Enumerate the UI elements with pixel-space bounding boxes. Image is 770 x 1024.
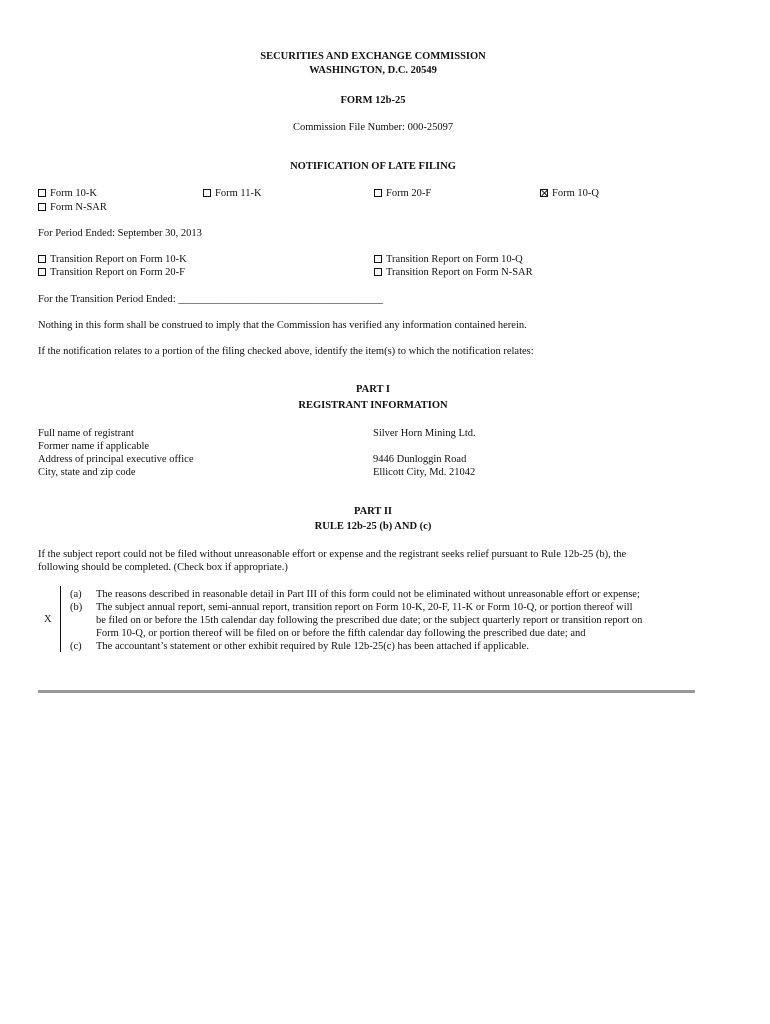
checkbox-icon[interactable] [38,189,46,197]
option-transition-20f[interactable] [38,266,185,279]
checkbox-icon[interactable] [374,189,382,197]
part2-intro-line2: following should be completed. (Check box if appropriate.) [38,562,288,573]
option-form-10k[interactable] [38,187,97,200]
item-b-line2: be filed on or before the 15th calendar day following the prescribed due date; or the subject quarterly report or transition report on [96,615,643,626]
value-address: 9446 Dunloggin Road [373,454,467,465]
checkbox-icon[interactable] [203,189,211,197]
option-transition-10k[interactable] [38,253,187,266]
option-label: Transition Report on Form N-SAR [386,267,533,278]
label-full-name: Full name of registrant [38,428,134,439]
section-divider [38,690,695,693]
checkbox-icon[interactable] [38,268,46,276]
item-a-marker: (a) [70,589,82,600]
option-label: Transition Report on Form 10-K [50,254,187,265]
option-label: Form 20-F [386,188,432,199]
form-title: NOTIFICATION OF LATE FILING [290,161,456,172]
option-form-11k[interactable] [203,187,262,200]
checkbox-bracket [60,586,61,652]
part1-subheading: REGISTRANT INFORMATION [298,400,448,411]
agency-location: WASHINGTON, D.C. 20549 [309,65,437,76]
option-form-20f[interactable] [374,187,431,200]
checkbox-icon[interactable] [38,203,46,211]
value-city: Ellicott City, Md. 21042 [373,467,476,478]
check-mark[interactable]: X [44,614,52,625]
period-ended: For Period Ended: September 30, 2013 [38,228,202,239]
form-number: FORM 12b-25 [340,95,406,106]
option-label: Form 10-Q [552,188,599,199]
option-transition-10q[interactable] [374,253,523,266]
item-b-line3: Form 10-Q, or portion thereof will be filed on or before the fifth calendar day following the prescribed due date; and [96,628,586,639]
agency-title: SECURITIES AND EXCHANGE COMMISSION [260,51,486,62]
part2-intro-line1: If the subject report could not be filed without unreasonable effort or expense and the registrant seeks relief pursuant to Rule 12b-25 (b), the [38,549,627,560]
checkbox-icon[interactable] [374,268,382,276]
option-form-10q[interactable] [540,187,599,200]
commission-file-number: Commission File Number: 000-25097 [292,122,454,133]
item-c-marker: (c) [70,641,82,652]
option-transition-nsar[interactable] [374,266,533,279]
option-label: Form 11-K [215,188,262,199]
item-a-text: The reasons described in reasonable detail in Part III of this form could not be eliminated without unreasonable effort or expense; [96,589,640,600]
checked-checkbox-icon[interactable] [540,189,548,197]
option-form-nsar[interactable] [38,201,107,214]
checkbox-icon[interactable] [374,255,382,263]
part1-heading: PART I [356,384,390,395]
option-label: Transition Report on Form 10-Q [386,254,523,265]
option-label: Transition Report on Form 20-F [50,267,185,278]
checkbox-icon[interactable] [38,255,46,263]
label-address: Address of principal executive office [38,454,194,465]
part2-subheading: RULE 12b-25 (b) AND (c) [314,521,432,532]
item-b-marker: (b) [70,602,83,613]
option-label: Form N-SAR [50,202,107,213]
label-former-name: Former name if applicable [38,441,150,452]
value-full-name: Silver Horn Mining Ltd. [373,428,476,439]
disclaimer-text: Nothing in this form shall be construed to imply that the Commission has verified any information contained herein. [38,320,527,331]
portion-note: If the notification relates to a portion of the filing checked above, identify the item(s) to which the notification relates: [38,346,534,357]
transition-period-field[interactable]: For the Transition Period Ended: _______________________________________ [38,294,384,305]
item-c-text: The accountant’s statement or other exhibit required by Rule 12b-25(c) has been attached if applicable. [96,641,529,652]
item-b-line1: The subject annual report, semi-annual report, transition report on Form 10-K, 20-F, 11-K or Form 10-Q, or portion thereof will [96,602,633,613]
option-label: Form 10-K [50,188,97,199]
part2-heading: PART II [353,506,393,517]
label-city: City, state and zip code [38,467,136,478]
